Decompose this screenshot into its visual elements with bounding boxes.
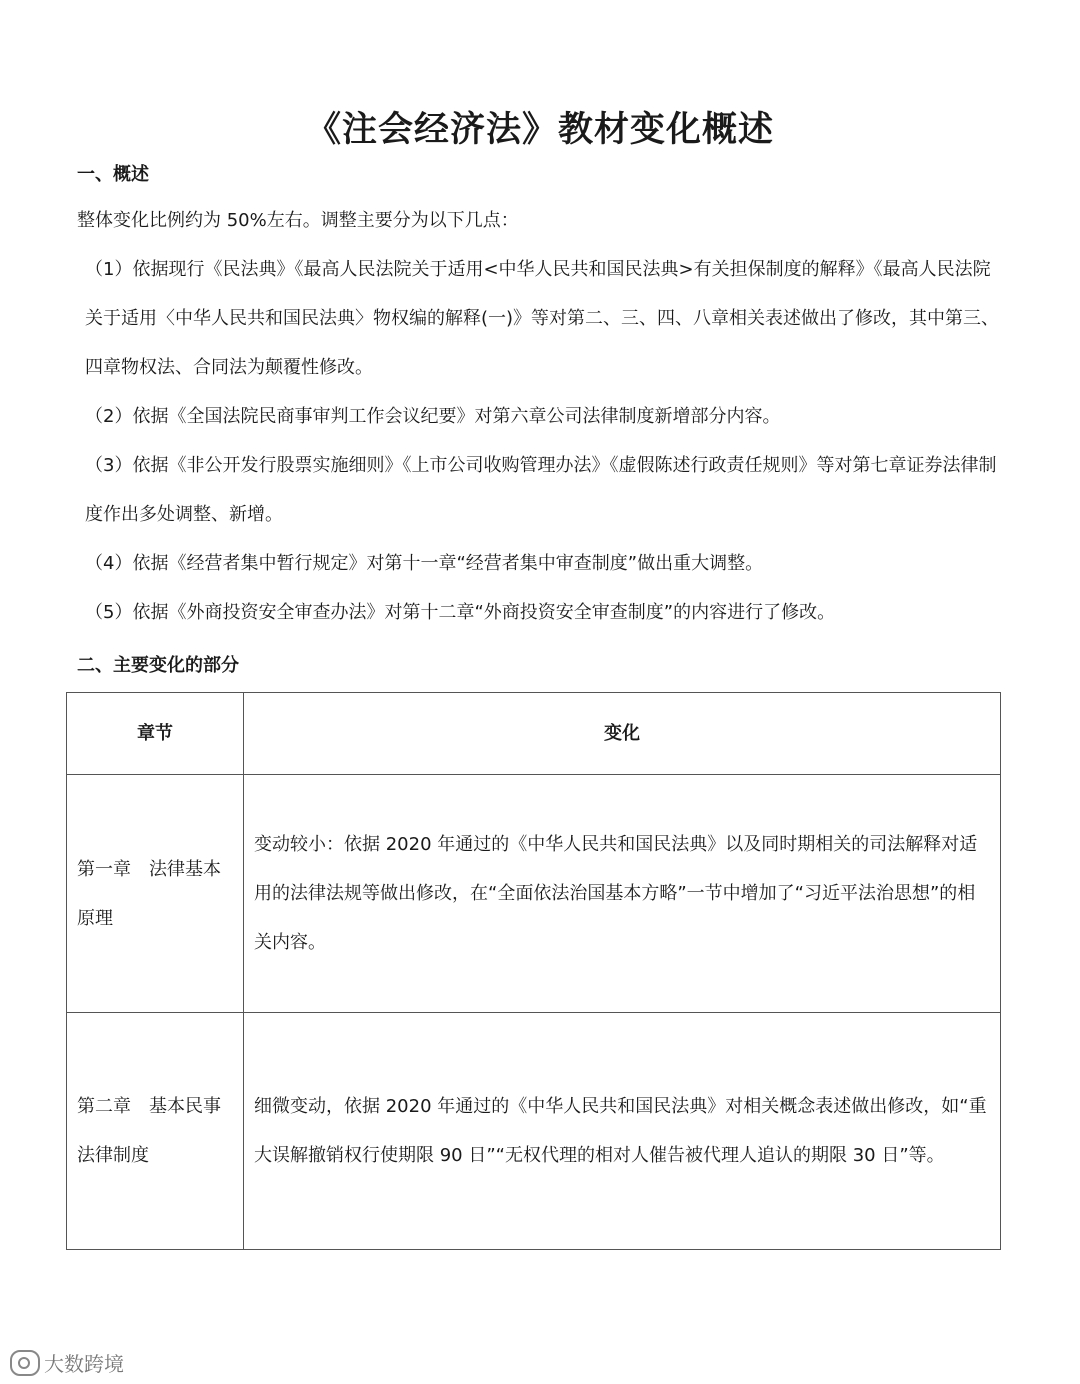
- table-row: [67, 1013, 1001, 1250]
- column-header-chapter: 章节: [67, 693, 244, 775]
- column-header-change: 变化: [244, 693, 1001, 775]
- table-row: [67, 775, 1001, 1013]
- document-title: 《注会经济法》教材变化概述: [305, 110, 774, 150]
- overview-point-5: （5）依据《外商投资安全审查办法》对第十二章“外商投资安全审查制度”的内容进行了修改。: [85, 602, 836, 623]
- change-cell: 细微变动，依据 2020 年通过的《中华人民共和国民法典》对相关概念表述做出修改，如“重大误解撤销权行使期限 90 日”“无权代理的相对人催告被代理人追认的期限 30 日”等。: [244, 1013, 1001, 1250]
- section-heading-main-changes: 二、主要变化的部分: [77, 655, 239, 676]
- chapter-cell: 第二章 基本民事法律制度: [67, 1013, 244, 1250]
- overview-point-1: （1）依据现行《民法典》《最高人民法院关于适用<中华人民共和国民法典>有关担保制度的解释》《最高人民法院关于适用〈中华人民共和国民法典〉物权编的解释(一)》等对第二、三、四、八章相关表述做出了修改，其中第三、四章物权法、合同法为颠覆性修改。: [85, 259, 1000, 378]
- overview-point-3: （3）依据《非公开发行股票实施细则》《上市公司收购管理办法》《虚假陈述行政责任规则》等对第七章证券法律制度作出多处调整、新增。: [85, 455, 997, 525]
- changes-table: [66, 692, 1001, 1250]
- chapter-cell: 第一章 法律基本原理: [67, 775, 244, 1013]
- table-header-row: [67, 693, 1001, 775]
- source-watermark: [10, 1348, 124, 1377]
- overview-point-2: （2）依据《全国法院民商事审判工作会议纪要》对第六章公司法律制度新增部分内容。: [85, 406, 781, 427]
- overview-point-4: （4）依据《经营者集中暂行规定》对第十一章“经营者集中审查制度”做出重大调整。: [85, 553, 764, 574]
- overview-intro: 整体变化比例约为 50%左右。调整主要分为以下几点：: [77, 210, 519, 231]
- brand-logo-icon: [10, 1350, 40, 1376]
- section-heading-overview: 一、概述: [77, 164, 149, 185]
- change-cell: 变动较小：依据 2020 年通过的《中华人民共和国民法典》以及同时期相关的司法解释对适用的法律法规等做出修改，在“全面依法治国基本方略”一节中增加了“习近平法治思想”的相关内容。: [244, 775, 1001, 1013]
- watermark-text: 大数跨境: [44, 1352, 124, 1376]
